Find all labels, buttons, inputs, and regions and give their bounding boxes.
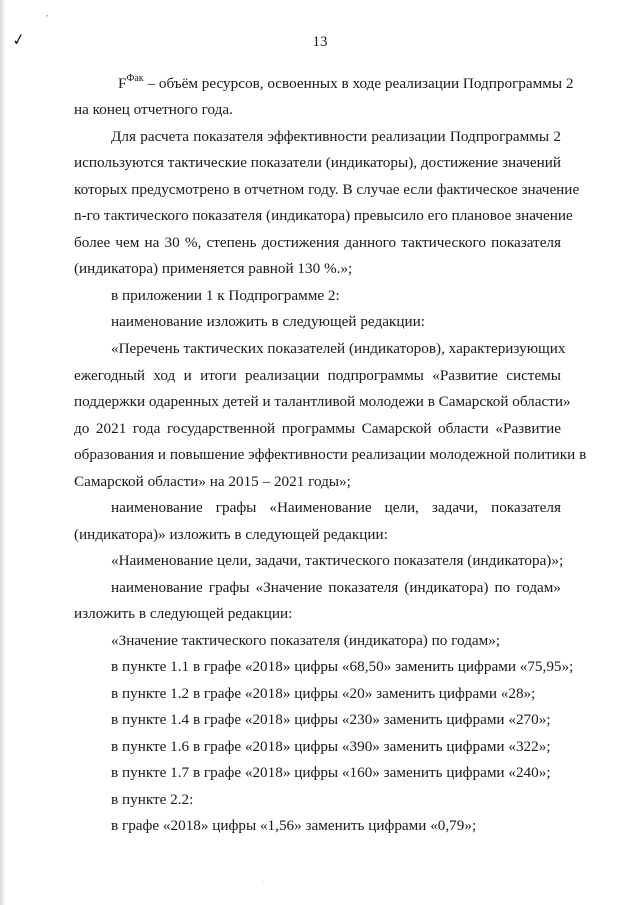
paragraph-line: Самарской области» на 2015 – 2021 годы»; (74, 473, 351, 490)
paragraph-line: образования и повышение эффективности реализации молодежной политики в (74, 446, 587, 463)
formula-superscript: Фак (126, 73, 144, 84)
paragraph-line: поддержки одаренных детей и талантливой молодежи в Самарской области» (74, 393, 571, 410)
paragraph-line: до 2021 года государственной программы Самарской области «Развитие (74, 420, 561, 437)
paragraph-line: в приложении 1 к Подпрограмме 2: (111, 287, 340, 304)
scan-edge-shadow (0, 0, 6, 905)
list-item: в пункте 1.1 в графе «2018» цифры «68,50» заменить цифрами «75,95»; (111, 658, 574, 675)
paragraph-line: наименование графы «Значение показателя (индикатора) по годам» (111, 579, 561, 596)
list-item: в пункте 1.2 в графе «2018» цифры «20» заменить цифрами «28»; (111, 685, 536, 702)
paragraph-line: «Значение тактического показателя (индикатора) по годам»; (111, 632, 501, 649)
page-number: 13 (312, 34, 328, 50)
list-item: в пункте 1.6 в графе «2018» цифры «390» заменить цифрами «322»; (111, 738, 551, 755)
formula-symbol: F (118, 75, 127, 92)
scan-dot-icon: · (262, 880, 264, 886)
paragraph-line: на конец отчетного года. (74, 101, 233, 118)
paragraph-line: «Наименование цели, задачи, тактического показателя (индикатора)»; (111, 552, 564, 569)
paragraph-line: которых предусмотрено в отчетном году. В случае если фактическое значение (74, 181, 580, 198)
list-item: в пункте 1.7 в графе «2018» цифры «160» заменить цифрами «240»; (111, 764, 551, 781)
paragraph-line: наименование изложить в следующей редакции: (111, 313, 425, 330)
paragraph-line: n-го тактического показателя (индикатора) превысило его плановое значение (74, 207, 573, 224)
paragraph-line: (индикатора)» изложить в следующей редакции: (74, 526, 388, 543)
paragraph-line: (индикатора) применяется равной 130 %.»; (74, 260, 353, 277)
paragraph-line: ежегодный ход и итоги реализации подпрограммы «Развитие системы (74, 367, 561, 384)
paragraph-line: используются тактические показатели (индикаторы), достижение значений (74, 154, 561, 171)
list-item: в графе «2018» цифры «1,56» заменить цифрами «0,79»; (111, 817, 477, 834)
formula-description: – объём ресурсов, освоенных в ходе реализации Подпрограммы 2 (147, 75, 574, 92)
paragraph-line: Для расчета показателя эффективности реализации Подпрограммы 2 (111, 128, 561, 145)
list-item: в пункте 2.2: (111, 791, 194, 808)
paragraph-line: изложить в следующей редакции: (74, 605, 293, 622)
list-item: в пункте 1.4 в графе «2018» цифры «230» заменить цифрами «270»; (111, 711, 551, 728)
paragraph-line: наименование графы «Наименование цели, задачи, показателя (111, 499, 561, 516)
paragraph-line: более чем на 30 %, степень достижения данного тактического показателя (74, 234, 561, 251)
checkmark-icon: ✓ (10, 30, 27, 51)
scan-dot-icon: • (46, 14, 49, 20)
paragraph-line: «Перечень тактических показателей (индикаторов), характеризующих (111, 340, 566, 357)
formula-line (118, 73, 574, 95)
